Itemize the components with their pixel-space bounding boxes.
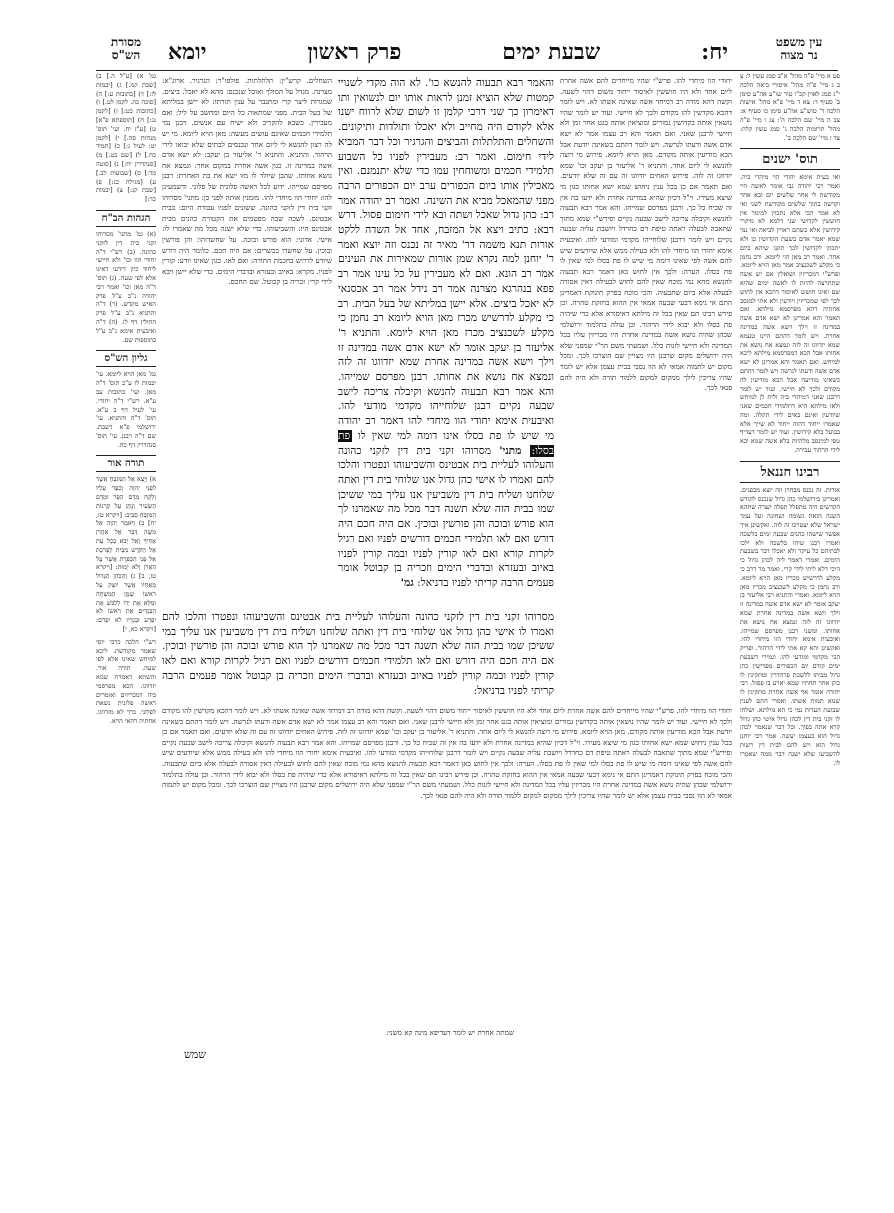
ein-mishpat-header-label: עין משפט נר מצוה: [775, 35, 823, 62]
masoret-header-label: מסורת הש"ס: [110, 35, 142, 62]
rabbeinu-chananel-title: רבינו חננאל: [740, 461, 840, 483]
gemara-body: והאמר רבא תבעוה להנשא כו'. לא הוה מקדי לשנויי קמטות שלא הוציא זמנן לראות אותו יום לנשואין ותו דאימרון כך שני דרכי קלמן זו לשום שלא לרווח ישנו אלא לקודם היה מחייב ולא יאכלו ותולדות ותיקונים. והשחלים והתלתלות והביצים והגרגיר וכל דבר המביא לידי חימום. ואמר רב: מעבירין לפניו כל השבוע תלמידי חכמים ומשוחחין עמו כדי שלא יתנמנם. ואין מאכילין אותו ביום הכפורים ערב יום הכפורים הרבה מפני שהמאכל מביא את השינה. ואמר רב יהודה אמר רב: כהן גדול שאכל ושתה ובא לידי חימום פסול. דרש רבא: כתיב ויצא אל המזבח, אחד אל השדה ללקט אורות תנא משמה דר' מאיר זה נכנס וזה יוצא ואמר ר' יוחנן למה נקרא שמן אורות שמאירות את העינים אמר רב הונא. ואם לא מעבירין על כל עינו אמר רב פפא בנהרגא מצרנה אמר רב נידל אמר רב אכסנאי לא יאכל ביצים. אלא יישן במליתא של בעל הבית. רב כי מקלע לדרשיש מכרז מאן הויא ליומא רב נחמן כי מקלע לשכנציב מכרז מאן הויא ליומא. והתניא ר' אליעזר בן יעקב אומר לא ישא אדם אשה במדינה זו וילך וישא אשה במדינה אחרת שמא יזדווגו זה לזה ונמצא אח נושא את אחותו. רבנן מפרסם שמייהו. והא אמר רבא תבעוה להנשא וקיבלה צריכה לישב שבעה נקיים רבנן שלוחייהו מקדמי מודעי להו. ואיבעית אימא יחודי הוו מיחדי להו דאמר רב יהודה מי שיש לו פת בסלו אינו דומה למי שאין לו: [338, 77, 554, 442]
page-title-bar: [168, 36, 728, 68]
right-margin-column: [740, 72, 840, 1042]
left-margin-column: [96, 72, 156, 1032]
gemara-label: גמ': [400, 576, 414, 589]
hagahot-habach-text: (א) גמ' מתני' מסרוהו זקני בית דין לזקני כהונה. (ב) רש"י ד"ה יחודי הוו וכו' ולא חיישי ליחוד כיון דידעי דאינו אלא לפי שעה. (ג) תוס' ד"ה מאן וכו' ואמר רבי יהודה נ"ב ע"ל פרק האיש מקדש. (ד) ד"ה והתניא נ"ב ע"ל פרק החולץ דף לז. (ה) ד"ה ואיבעית אימא נ"ב ע"ל בתוספות שם.: [96, 229, 156, 344]
tosafot-footer-line: [200, 1028, 700, 1040]
tractate-name: יומא: [168, 39, 207, 65]
page-folio-number: שמש: [184, 1048, 207, 1061]
tosafot-footer-text: שמתה אחרת יש לומר דעדיפא מינה קא משני:: [385, 1028, 515, 1037]
tosafot-yeshanim-text: ואי בעית אימא יהודי הוי מיהדי ביה. ואמר רבי יהודה גבי אומר לאשה היי מקודשת לי אחר שלשים יום ובא אחר וקדשה בתוך שלשים מקודשת לשני ואי לא אמר הכי אלא נתכוין למימר אין חוששין לקדושי שני דלמא לא מיקרי קידושין אלא כשהם ראויין לביאה ואי נמי שמא יאמר אדם בשעת הקדושין כן ולא יתכוון לקדושין לכך תקנו שיהא ביום אחד. ואמר רב מאן הוי ליומא. ורב נחמן כי מקלע לשכנציב אמר מאן הויא ליומא. ופרש"י דמכריזין ושואלין אם יש אשה שתתרצה להיות לו לאשה ימים שהוא שם ואינו חושש לאיסור דהכא אין לחוש לכך לפי שמכריזין ויודעין ולא אתי למנסב אחתיה דהא מפרסמא מילתא. ואם תאמר והא אמרינן לא ישא אדם אשה במדינה זו וילך וישא אשה במדינה אחרת. ויש לומר דהתם היינו טעמא שמא יזדווגו זה לזה ונמצא אח נושא את אחותו אבל הכא דמפרסמא מילתא ליכא למיחש. ואם תאמר והא אמרינן לא ישא אדם אשה ודעתו לגרשה ויש לומר דהתם כשאינו מודיעה אבל הכא מודיעין לה מקודם ולכך לא חיישי. ועוד יש לומר דרבנן שאני דמיהדי ביה ולית לן למיחש ולאו מילתא היא דתלמידי חכמים שאני שיודעין ואינם באים לידי תקלה. ומה שאמרו ייחוד דהוה ייחוד לא שייך אלא בבועל בלא קידושין. ועוד יש לומר דעדיף טפי למינסב מלהיות בלא אשה שמא יבא לידי הרהור עבירה.: [740, 173, 840, 455]
chapter-name: שבעת ימים: [502, 39, 601, 65]
folio-label: יח:: [701, 39, 728, 65]
torah-or-text: א) וְיָצָא אֶל הַמִּזְבֵּחַ אֲשֶׁר לִפְנֵי יְהוָה וְכִפֶּר עָלָיו וְלָקַח מִדַּם הַפָּר וּמִדַּם הַשָּׂעִיר וְנָתַן עַל קַרְנוֹת הַמִּזְבֵּחַ סָבִיב: [ויקרא טז, יח] ב) וַיֹּאמֶר יְהוָה אֶל מֹשֶׁה דַּבֵּר אֶל אַהֲרֹן אָחִיךָ וְאַל יָבֹא בְכָל עֵת אֶל הַקֹּדֶשׁ מִבֵּית לַפָּרֹכֶת אֶל פְּנֵי הַכַּפֹּרֶת אֲשֶׁר עַל הָאָרֹן וְלֹא יָמוּת: [ויקרא טז, ב] ג) וְהַכֹּהֵן הַגָּדוֹל מֵאֶחָיו אֲשֶׁר יוּצַק עַל רֹאשׁוֹ שֶׁמֶן הַמִּשְׁחָה וּמִלֵּא אֶת יָדוֹ לִלְבֹּשׁ אֶת הַבְּגָדִים אֶת רֹאשׁוֹ לֹא יִפְרָע וּבְגָדָיו לֹא יִפְרֹם: [ויקרא כא, י]: [96, 475, 156, 634]
rashi-text: השחלים. קרש"ין: תלתלתות. פולפו"ר: הגרגיר. ארוג"א: מצרנה. מגדל על המולך ואוכל שנכנס: מהא לא יאכל. ביצים. שמגרות ליצר קרי ומתגבר על ענין תורתו: לא יישן במליתא של בעל הבית. מפני שמתאוה כל היום ומחשב על ליל: ואם מעבירין. כשבא להקריב ולא ישיח עם אנשים. רבנן נמי תלמידי חכמים שאינם עושים מעשה: מאן הויא ליומא. מי יש לה רצון להנשא לי ליום אחד ונכנסים לבתים שלא יבואו לידי הרהור. והתניא. והתניא ר' אליעזר בן יעקב: לא ישא אדם אשה במדינה זו. כגון אשה אחרת במקום אחר: ונמצא אח נושא אחותו. שהבן שיולד לו מזו ישא את בת האחרת: רבנן מפרסם שמייהו. ידוע לכל דאשה פלונית של פלוני. ודשמעינן להו: יחודי הוו מיחדי להו. מזמנין אותה לפני כן: מתני' מסרוהו זקני בית דין לזקני כהונה. ששונים לפניו עבודת היום: בבית אבטינס. לשכה שבה מפטמים את הקטורת כהנים מבית אבטינס היו: והשביעוהו. כדי שלא ישנה מכל מה שאמרו לו: אישי. אדוני: הוא פורש ובוכה. על שחשדוהו: והן פורשין ובוכין. על שחשדו בכשרים: אם היה חכם. כלומר היה דורש שיודע לדרוש בחכמת התורה: ואם לאו. כגון שאינו יודע: קורין לפניו. מקרא: באיוב ובעזרא ובדברי הימים. כדי שלא יישן ויבא לידי קרי: זכריה בן קבוטל. שם החכם.: [162, 76, 332, 287]
tosafot-bottom-text: יחודי הוו מיחדי להו. פרש"י שהיו מייחדים להם אשה אחרת ליום אחד ולא היו חוששין לאיסור ייחוד משום דהוי לשעה. וקשה דהא מודה רב דמיחד אשה שאינה אשתו לא. ויש לומר דהכא מקדשין להו מקודם ולכך לא חיישי. ועוד יש לומר שהיו נושאין אותה בקדושין גמורים ומוציאין אותה בגט אחר זמן ולא חיישי לרבנן שאני. ואם תאמר והא רב עצמו אמר לא ישא אדם אשה ודעתו לגרשה. ויש לומר דהתם כשאינה יודעת אבל הכא מודיעין אותה מקודם. מאן הויא ליומא. פירוש מי רוצה להנשא לי ליום אחד. והתניא ר' אליעזר בן יעקב וכו' שמא יזדווגו זה לזה. פירוש האחים יזדווגו זה עם זה שלא יודעים. ואם תאמר אם כן בכל ענין ניחוש שמא ישא אחותו כגון מי שיצא מעירו. וי"ל דכיון שהיא במדינה אחרת ולא ידעו בה אין זה שכיח כל כך. ורבנן מפרסם שמייהו. והא אמר רבא תבעוה להנשא וקיבלה צריכה לישב שבעה נקיים ופירש"י שמא מתוך שתאבה לבעלה ראתה טיפת דם כחרדל ויושבת עליה שבעה נקיים ויש לומר דרבנן שלוחייהו מקדמי ומודעי להו. ואיבעית אימא יחודי הוו מיחדי להו ולא בעילה ממש אלא שיודעים שיש להם אשה לפי שאינו דומה מי שיש לו פת בסלו למי שאין לו פת בסלו. הערה: ולכך אין לחוש כאן דאמר רבא תבעוה להנשא מהא נמי מוכח שאין להם לחוש לבעילה דאין אסורה לבעלה אלא ביום שתבעוה. והכי מוכח בפרק תינוקת דאמרינן התם אי נימא דבעי שבעה אמאי אין ההוא בחזקת טהרה. וכן פירש רבינו תם שאין בכל זה מילתא דאיסורא אלא כדי שיהיה פת בסלו ולא יבוא לידי הרהור. וכן עולה בתלמוד ירושלמי שכהן שהיה נושא אשה במדינה אחרת היו מכריזין עליו בכל המדינה ולא חיישי לזנות כלל. ושמעתי משם הר"י שמפני שלא היה ירושלים מקום שרבנן היו מצויין שם הוצרכו לכך. ומכל מקום יש לתמוה אמאי לא הוו נסבי בבית עצמן אלא יש לומר שהיו צריכין לילך ממקום למקום ללמוד תורה ולא היה להם פנאי לכך.: [162, 706, 732, 800]
gemara-text: [338, 76, 554, 591]
mishna-label: מתני': [499, 444, 522, 457]
rabbeinu-chananel-text: אורות. זה נכנס מבחוץ וזה יוצא מבפנים. ואמרינן בירושלמי כהן גדול שנכנס לקודש הקדשים היה מתפלל תפלה קצרה שתהא השנה הזאת גשומה ושחונה ועל עמך ישראל שלא יצטרכו זה לזה. ואקשינן איך אפשר שישהו כהנים שבעה ימים בלשכה ואמרו רבנן שיהו בלשכה ולא ילכו לבתיהם כל עיקר ולא יאכלו דבר בשבעת הימים. ואמרי דאמר ליה לכהן גדול כי היכי דלא ליתי לידי קרי. ואמר מר דרב כי מקלע לדרשיש מכריז מאן הויא ליומא. ורב נחמן כי מקלע לשכנציב מכריז מאן הויא ליומא. ואמרי והתניא רבי אליעזר בן יעקב אומר לא ישא אדם אשה במדינה זו וילך וישא אשה במדינה אחרת שמא יזדווגו זה לזה ונמצא אח נושא את אחותו. ומשני רבנן מפרסם שמייהו. ואיבעית אימא יחודי הוו מיחדי להו. ואקשינן והא קא אתי לידי הרהור. ופריק הכי מקדמי ומודעי להו. וגמירי דשבעת ימים קודם יום הכפורים מפרישין כהן גדול מביתו ללשכת פרהדרין ומתקינין לו כהן אחר תחתיו שמא יארע בו פסול. רבי יהודה אומר אף אשה אחרת מתקינין לו שמא תמות אשתו. ואמרי התם לענין שבועת העדות נמי כי הא מילתא. ושלחו לו זקני בית דין לכהן גדול אישי כהן גדול קרא אתה בפיך. וכל דבר שנאמר לכהן גדול הוא בעצמו יעשה. אמר רבי יוחנן גדול הוא ויש להם לבית דין רשות להשביעו שלא ישנה דבר ממה שאמרו לו.: [740, 485, 840, 767]
hagahot-habach-title: הגהות הב"ח: [96, 210, 156, 227]
gilyon-hashas-title: גליון הש"ס: [96, 350, 156, 367]
header-rule: [96, 70, 838, 71]
gemara-main-block: [338, 76, 554, 666]
ein-mishpat-text: פט א מיי' פ"ה מהל' א"ב סמג עשין ל: צ ב ג מיי' פ"ה מהל' איסורי ביאה הלכה י"ג סמג לאוין קכ"ו טור שו"ע אה"ע סימן ב' סעיף ד: צא ד מיי' פ"א מהל' אישות הלכה ד' טוש"ע אה"ע סימן כו סעיף א: צב ה מיי' שם הלכה ה': צג ו מיי' פ"ה מהל' תרומות הלכה ג' סמג עשין קלה: צד ז מיי' שם הלכה ב'.: [740, 72, 840, 142]
rashi-left-note: רש"י הלכה כרבי יוסי שאמר מקודשת. ליכא למיחש שאינו אלא לפי שעה. תורה אור. והשתא דאמרת שמא יזדווגו. הכא מפרסמי ביה דמכריזים ואומרים דאשה פלונית נשאת לפלוני. כרך לא מזדווגו. אחתיה דהאי הויא.: [96, 637, 156, 725]
tosafot-bottom-block: [162, 706, 732, 1028]
mishna-wide-text: מסרוהו זקני בית דין לזקני כהונה והעלוהו לעליית בית אבטינס והשביעוהו ונפטרו והלכו להם ואמרו לו אישי כהן גדול אנו שלוחי בית דין ואתה שלוחנו ושליח בית דין משביעין אנו עליך במי ששיכן שמו בבית הזה שלא תשנה דבר מכל מה שאמרנו לך הוא פורש ובוכה והן פורשין ובוכין. אם היה חכם היה דורש ואם לאו תלמידי חכמים דורשים לפניו ואם רגיל לקרות קורא ואם לאו קורין לפניו ובמה קורין לפניו באיוב ובעזרא ובדברי הימים וזכריה בן קבוטל אומר פעמים הרבה קריתי לפניו בדניאל:: [162, 611, 554, 697]
torah-or-title: תורה אור: [96, 455, 156, 472]
chapter-label: פרק ראשון: [307, 39, 402, 65]
gemara-wide-block: [162, 610, 554, 702]
gilyon-hashas-text: גמ' מאן הויא ליומא. עי' יבמות לז ע"ב תוס' ד"ה מאן. ועי' כתובות עב ע"א. רש"י ד"ה יחודי. עי' לעיל דף ב ע"א. תוס' ד"ה והתניא. עי' ירושלמי פ"א דשבת. שם ד"ה רבנן. עי' תוס' סנהדרין דף כח.: [96, 370, 156, 449]
tosafot-top-column: [560, 76, 732, 606]
rashi-column: [162, 76, 332, 606]
masoret-hashas-text: גמ' א) [ע"ל ה.] ב) [שבת קמ.] ג) [יבמות לז:] ד) [כתובות ע:] ה) [סוכה כה. לקמן לט.] ו) [כתובות כט:] ז) [לקמן נג:] ח) [תוספתא פ"א] ט) [ע"ז יח. ועי' תוס' מנחות סה.] י) [לקמן יט: לעיל ג:] כ) [תמיד כח.] ל) [שם כט.] מ) [סנהדרין יח:] נ) [סוטה מד:] ס) [שבועות לב.] ע) [מגילה כג:] פ) [שבת קג:] צ) [יבמות כד:]: [96, 72, 156, 204]
tosafot-top-text: יחודי הוו מיחדי להו. פרש"י שהיו מייחדים להם אשה אחרת ליום אחד ולא היו חוששין לאיסור ייחוד משום דהוי לשעה. וקשה דהא מודה רב דמיחד אשה שאינה אשתו לא. ויש לומר דהכא מקדשין להו מקודם ולכך לא חיישי. ועוד יש לומר שהיו נושאין אותה בקדושין גמורים ומוציאין אותה בגט אחר זמן ולא חיישי לרבנן שאני. ואם תאמר והא רב עצמו אמר לא ישא אדם אשה ודעתו לגרשה. ויש לומר דהתם כשאינה יודעת אבל הכא מודיעין אותה מקודם. מאן הויא ליומא. פירוש מי רוצה להנשא לי ליום אחד. והתניא ר' אליעזר בן יעקב וכו' שמא יזדווגו זה לזה. פירוש האחים יזדווגו זה עם זה שלא יודעים. ואם תאמר אם כן בכל ענין ניחוש שמא ישא אחותו כגון מי שיצא מעירו. וי"ל דכיון שהיא במדינה אחרת ולא ידעו בה אין זה שכיח כל כך. ורבנן מפרסם שמייהו. והא אמר רבא תבעוה להנשא וקיבלה צריכה לישב שבעה נקיים ופירש"י שמא מתוך שתאבה לבעלה ראתה טיפת דם כחרדל ויושבת עליה שבעה נקיים ויש לומר דרבנן שלוחייהו מקדמי ומודעי להו. ואיבעית אימא יחודי הוו מיחדי להו ולא בעילה ממש אלא שיודעים שיש להם אשה לפי שאינו דומה מי שיש לו פת בסלו למי שאין לו פת בסלו. הערה: ולכך אין לחוש כאן דאמר רבא תבעוה להנשא מהא נמי מוכח שאין להם לחוש לבעילה דאין אסורה לבעלה אלא ביום שתבעוה. והכי מוכח בפרק תינוקת דאמרינן התם אי נימא דבעי שבעה אמאי אין ההוא בחזקת טהרה. וכן פירש רבינו תם שאין בכל זה מילתא דאיסורא אלא כדי שיהיה פת בסלו ולא יבוא לידי הרהור. וכן עולה בתלמוד ירושלמי שכהן שהיה נושא אשה במדינה אחרת היו מכריזין עליו בכל המדינה ולא חיישי לזנות כלל. ושמעתי משם הר"י שמפני שלא היה ירושלים מקום שרבנן היו מצויין שם הוצרכו לכך. ומכל מקום יש לתמוה אמאי לא הוו נסבי בבית עצמן אלא יש לומר שהיו צריכין לילך ממקום למקום ללמוד תורה ולא היה להם פנאי לכך.: [560, 76, 732, 393]
tosafot-yeshanim-title: תוס' ישנים: [740, 148, 840, 170]
gemara-highlight: פת בסלו:: [338, 429, 554, 457]
mishna-text: מסרוהו זקני בית דין לזקני כהונה והעלוהו לעליית בית אבטינס והשביעוהו ונפטרו והלכו להם ואמרו לו אישי כהן גדול אנו שלוחי בית דין ואתה שלוחנו ושליח בית דין משביעין אנו עליך במי ששיכן שמו בבית הזה שלא תשנה דבר מכל מה שאמרנו לך הוא פורש ובוכה והן פורשין ובוכין. אם היה חכם היה דורש ואם לאו תלמידי חכמים דורשים לפניו ואם רגיל לקרות קורא ואם לאו קורין לפניו ובמה קורין לפניו באיוב ובעזרא ובדברי הימים וזכריה בן קבוטל אומר פעמים הרבה קריתי לפניו בדניאל:: [338, 444, 554, 589]
